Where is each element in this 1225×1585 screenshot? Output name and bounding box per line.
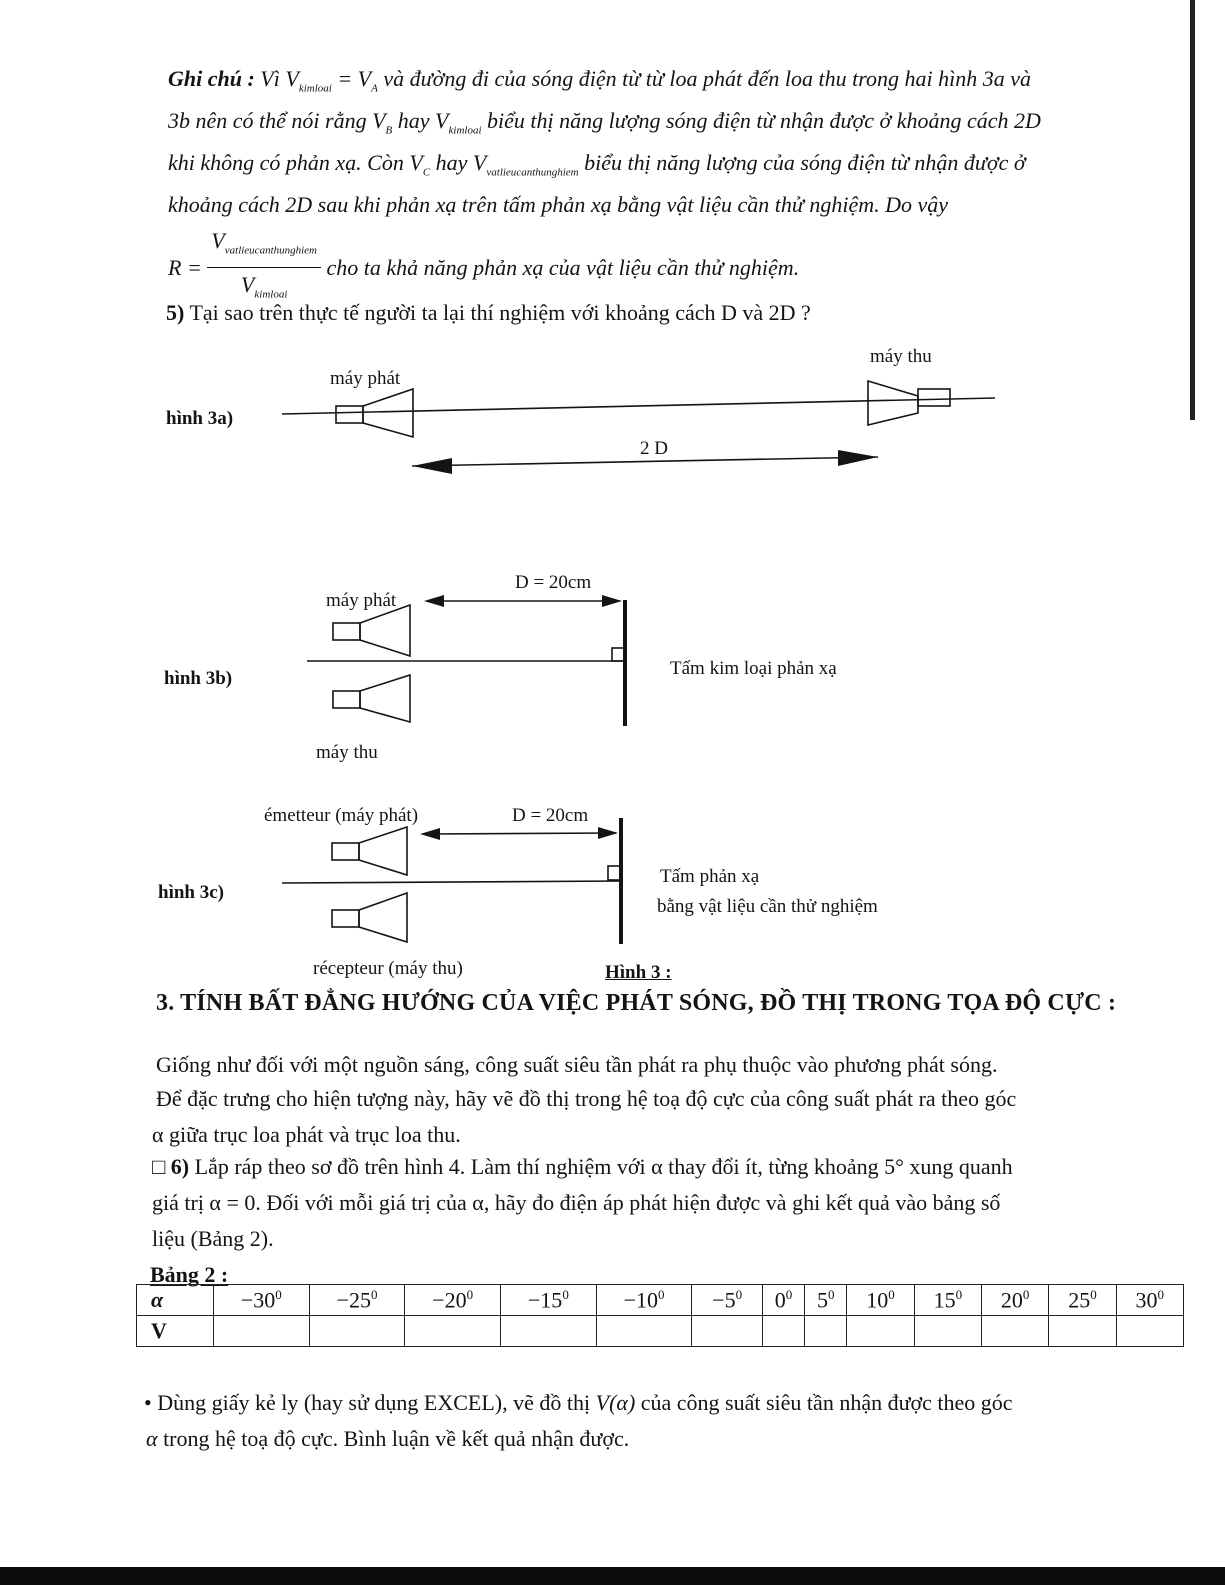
question-text: Tại sao trên thực tế người ta lại thí nghiệm với khoảng cách D và 2D ? <box>189 300 811 325</box>
angle-cell: $-30^0$ <box>214 1285 310 1316</box>
transmitter-body <box>332 843 359 860</box>
section-heading: 3. TÍNH BẤT ĐẲNG HƯỚNG CỦA VIỆC PHÁT SÓNG, ĐỒ THỊ TRONG TỌA ĐỘ CỰC : <box>156 990 1117 1016</box>
value-cell[interactable] <box>847 1316 914 1347</box>
bullet-text: Dùng giấy kẻ ly (hay sử dụng EXCEL), vẽ đồ thị <box>157 1390 591 1415</box>
fig3a-label: hình 3a) <box>166 408 234 429</box>
subscript: kimloai <box>298 82 332 95</box>
value-cell[interactable] <box>501 1316 597 1347</box>
question-text: Lắp ráp theo sơ đồ trên hình 4. Làm thí nghiệm với α thay đổi ít, từng khoảng 5° xung quanh <box>194 1154 1013 1179</box>
transmitter-horn <box>359 827 407 875</box>
value-cell[interactable] <box>405 1316 501 1347</box>
fig3c-label: hình 3c) <box>158 882 224 903</box>
bullet-line-1 <box>144 1386 1194 1419</box>
receiver-body <box>333 691 360 708</box>
angle-cell: $30^0$ <box>1116 1285 1183 1316</box>
receiver-horn <box>359 893 407 942</box>
approx-sign: = <box>337 66 353 91</box>
angle-cell: $15^0$ <box>914 1285 981 1316</box>
fig3c-distance-arrow <box>426 833 616 834</box>
angle-cell: $10^0$ <box>847 1285 914 1316</box>
note-text: biểu thị năng lượng của sóng điện từ nhận được ở <box>584 150 1026 175</box>
angle-cell: $20^0$ <box>981 1285 1048 1316</box>
fig3b-transmitter-label: máy phát <box>326 590 397 611</box>
bullet-text: của công suất siêu tần nhận được theo góc <box>640 1390 1013 1415</box>
note-text: 3b nên có thể nói rằng <box>168 108 367 133</box>
section-paragraph-2: Để đặc trưng cho hiện tượng này, hãy vẽ đồ thị trong hệ toạ độ cực của công suất phát ra theo góc <box>156 1086 1017 1111</box>
note-text: khi không có phản xạ. Còn <box>168 150 404 175</box>
v-symbol: V <box>372 108 386 133</box>
receiver-horn <box>868 381 918 425</box>
subscript: kimloai <box>448 124 482 137</box>
arrowhead-left <box>420 828 440 840</box>
v-symbol: V <box>211 228 225 253</box>
transmitter-body <box>333 623 360 640</box>
checkbox-icon: □ <box>152 1154 166 1179</box>
arrowhead-right <box>602 595 622 607</box>
fig3c-axis-line <box>282 881 623 883</box>
v-symbol: V <box>435 108 449 133</box>
angle-cell: $-25^0$ <box>309 1285 405 1316</box>
fig3c-plate-label-1: Tấm phản xạ <box>660 866 760 887</box>
data-table <box>136 1284 1184 1347</box>
value-cell[interactable] <box>692 1316 763 1347</box>
subscript: vatlieucanthunghiem <box>486 166 579 179</box>
alpha-row <box>137 1285 1184 1316</box>
alpha-header: α <box>137 1285 214 1316</box>
note-text: Vì <box>260 66 280 91</box>
note-text: biểu thị năng lượng sóng điện từ nhận được ở khoảng cách 2D <box>487 108 1041 133</box>
angle-cell: $-20^0$ <box>405 1285 501 1316</box>
receiver-body <box>332 910 359 927</box>
v-header: V <box>137 1316 214 1347</box>
value-cell[interactable] <box>1116 1316 1183 1347</box>
v-symbol: V <box>285 66 299 91</box>
alpha-symbol: α <box>146 1426 158 1451</box>
angle-cell: $5^0$ <box>805 1285 847 1316</box>
fig3c-distance-label: D = 20cm <box>512 805 589 826</box>
v-symbol: V <box>472 150 487 175</box>
section-paragraph-1: Giống như đối với một nguồn sáng, công suất siêu tần phát ra phụ thuộc vào phương phát sóng. <box>156 1052 998 1077</box>
transmitter-body <box>336 406 363 423</box>
bullet-text: trong hệ toạ độ cực. Bình luận về kết quả nhận được. <box>163 1426 630 1451</box>
note-text: hay <box>435 150 468 175</box>
note-line-4: khoảng cách 2D sau khi phản xạ trên tấm phản xạ bằng vật liệu cần thử nghiệm. Do vậy <box>168 192 949 217</box>
formula-r: R = <box>168 254 202 280</box>
figure-caption: Hình 3 : <box>605 962 672 983</box>
value-cell[interactable] <box>214 1316 310 1347</box>
subscript: C <box>422 166 431 179</box>
subscript: vatlieucanthunghiem <box>224 244 318 257</box>
question-6-line-2: giá trị α = 0. Đối với mỗi giá trị của α, hãy đo điện áp phát hiện được và ghi kết quả vào bảng số <box>152 1190 1001 1215</box>
fig3c-transmitter-label: émetteur (máy phát) <box>264 805 419 826</box>
subscript: kimloai <box>254 288 288 301</box>
value-cell[interactable] <box>762 1316 804 1347</box>
angle-cell: $-15^0$ <box>501 1285 597 1316</box>
scan-bottom-edge <box>0 1567 1225 1585</box>
value-cell[interactable] <box>596 1316 692 1347</box>
arrowhead-left <box>412 458 452 474</box>
arrowhead-right <box>598 827 618 839</box>
note-text: hay <box>397 108 430 133</box>
arrowhead-left <box>424 595 444 607</box>
fig3c-receiver-label: récepteur (máy thu) <box>313 958 463 979</box>
angle-cell: $-10^0$ <box>596 1285 692 1316</box>
arrowhead-right <box>838 450 878 466</box>
question-6-line-1 <box>152 1150 1192 1183</box>
function-symbol: V(α) <box>595 1390 636 1415</box>
scan-edge-shadow <box>1190 0 1195 420</box>
bullet-icon: • <box>144 1390 152 1415</box>
value-cell[interactable] <box>805 1316 847 1347</box>
question-number: 5) <box>166 300 185 325</box>
question-number: 6) <box>170 1154 190 1179</box>
fig3a-distance-label: 2 D <box>640 438 668 459</box>
v-row <box>137 1316 1184 1347</box>
fig3c-plate-label-2: bằng vật liệu cần thử nghiệm <box>657 896 878 917</box>
v-symbol: V <box>357 66 372 91</box>
subscript: B <box>385 124 393 137</box>
value-cell[interactable] <box>981 1316 1048 1347</box>
fig3b-distance-label: D = 20cm <box>515 572 592 593</box>
fig3a-axis-line <box>282 398 995 414</box>
v-symbol: V <box>409 150 423 175</box>
angle-cell: $0^0$ <box>762 1285 804 1316</box>
fig3b-plate-label: Tấm kim loại phản xạ <box>670 658 837 679</box>
section-paragraph-3: α giữa trục loa phát và trục loa thu. <box>152 1122 461 1147</box>
note-lead: Ghi chú : <box>168 66 255 91</box>
receiver-horn <box>360 675 410 722</box>
fig3a-transmitter-label: máy phát <box>330 368 401 389</box>
receiver-body <box>918 389 950 406</box>
value-cell[interactable] <box>1049 1316 1116 1347</box>
question-6-line-3: liệu (Bảng 2). <box>152 1226 274 1251</box>
note-text: và đường đi của sóng điện từ từ loa phát đến loa thu trong hai hình 3a và <box>383 66 1031 91</box>
transmitter-horn <box>363 389 413 437</box>
transmitter-horn <box>360 605 410 656</box>
subscript: A <box>371 82 378 95</box>
fig3a-distance-arrow <box>412 457 878 466</box>
angle-cell: $-5^0$ <box>692 1285 763 1316</box>
value-cell[interactable] <box>914 1316 981 1347</box>
table-caption: Bảng 2 : <box>150 1262 229 1287</box>
fig3a-receiver-label: máy thu <box>870 346 932 367</box>
value-cell[interactable] <box>309 1316 405 1347</box>
bullet-line-2 <box>146 1422 629 1455</box>
formula-text: cho ta khả năng phản xạ của vật liệu cần thử nghiệm. <box>326 254 800 280</box>
v-symbol: V <box>240 272 255 298</box>
fig3b-label: hình 3b) <box>164 668 233 689</box>
fig3b-receiver-label: máy thu <box>316 742 378 763</box>
angle-cell: $25^0$ <box>1049 1285 1116 1316</box>
